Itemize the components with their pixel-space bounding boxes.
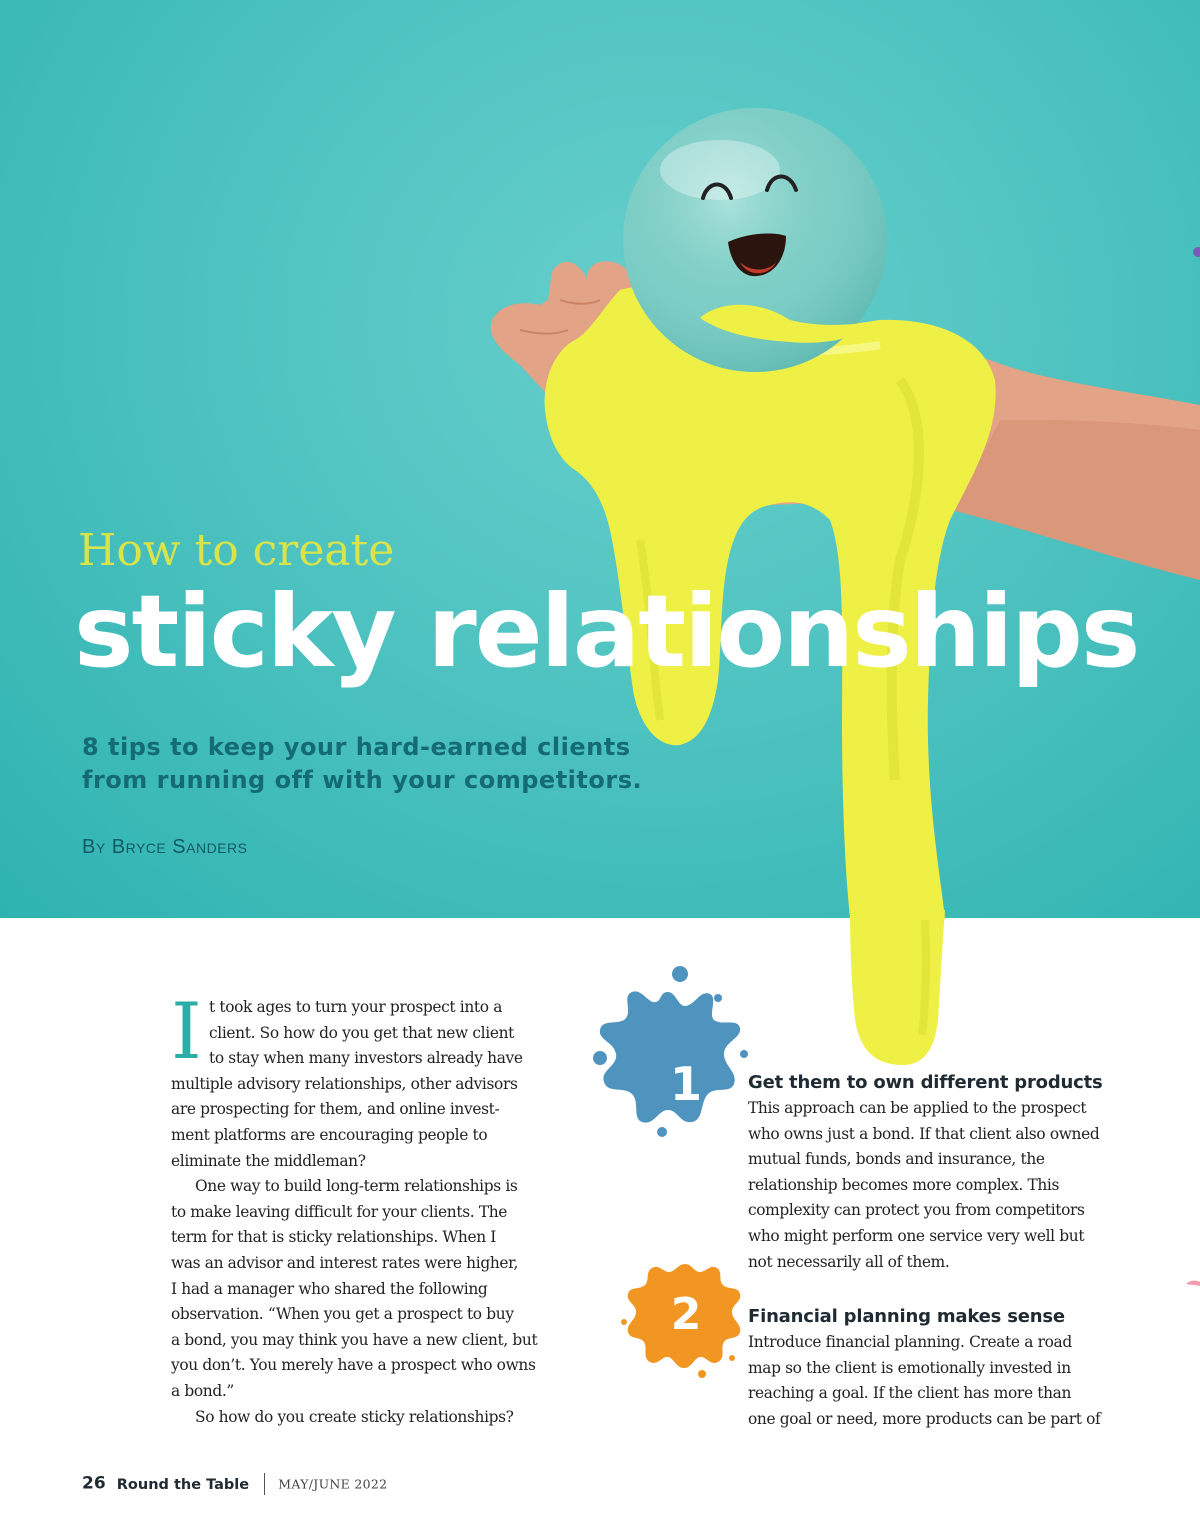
body-line: ment platforms are encouraging people to: [171, 1125, 488, 1144]
tip-2-heading: Financial planning makes sense: [748, 1306, 1065, 1328]
slime-drip: [830, 910, 950, 1070]
body-line: a bond, you may think you have a new client, but: [171, 1330, 538, 1349]
drop-cap: I: [171, 987, 202, 1077]
tip-2-number: 2: [670, 1289, 702, 1340]
tips-column: [748, 1070, 1108, 1433]
issue-date: MAY/JUNE 2022: [278, 1476, 388, 1492]
tip-2-splat-badge: [620, 1258, 750, 1378]
body-line: not necessarily all of them.: [748, 1252, 950, 1271]
page-title: sticky relationships: [74, 573, 1139, 690]
byline: [82, 836, 247, 859]
body-line: So how do you create sticky relationships?: [195, 1407, 514, 1426]
body-line: was an advisor and interest rates were higher,: [171, 1253, 518, 1272]
body-line: who owns just a bond. If that client also owned: [748, 1124, 1100, 1143]
body-line: t took ages to turn your prospect into a: [209, 998, 503, 1016]
page-footer: [82, 1473, 387, 1499]
body-line: relationship becomes more complex. This: [748, 1175, 1060, 1194]
subheadline: 8 tips to keep your hard-earned clients from running off with your competitors.: [82, 733, 643, 794]
body-line: complexity can protect you from competitors: [748, 1201, 1085, 1220]
tip-1-splat-badge: [588, 962, 750, 1142]
magazine-name: Round the Table: [116, 1476, 250, 1493]
footer-divider: [264, 1473, 265, 1495]
byline-author: Bryce Sanders: [111, 836, 248, 858]
body-line: who might perform one service very well but: [748, 1226, 1085, 1245]
body-line: multiple advisory relationships, other advisors: [171, 1074, 518, 1093]
body-line: to make leaving difficult for your clients. The: [171, 1202, 508, 1221]
body-line: to stay when many investors already have: [209, 1049, 523, 1068]
body-line: map so the client is emotionally invested in: [748, 1358, 1071, 1377]
body-line: Introduce financial planning. Create a road: [748, 1333, 1072, 1352]
headline-kicker: How to create: [78, 525, 395, 576]
decorative-mark: [1186, 1278, 1200, 1288]
body-line: I had a manager who shared the following: [171, 1279, 488, 1298]
body-line: client. So how do you get that new client: [209, 1023, 514, 1042]
intro-column: [171, 987, 543, 1430]
byline-by: By: [82, 836, 106, 858]
body-line: One way to build long-term relationships is: [195, 1177, 518, 1196]
body-line: observation. “When you get a prospect to buy: [171, 1305, 514, 1324]
body-line: reaching a goal. If the client has more than: [748, 1384, 1072, 1403]
body-line: term for that is sticky relationships. When I: [171, 1228, 497, 1247]
body-line: eliminate the middleman?: [171, 1151, 366, 1170]
body-line: one goal or need, more products can be part of: [748, 1409, 1101, 1428]
body-line: are prospecting for them, and online invest-: [171, 1100, 500, 1119]
page-number: 26: [82, 1473, 106, 1494]
tip-1-number: 1: [669, 1057, 703, 1111]
body-line: you don’t. You merely have a prospect who owns: [171, 1356, 536, 1375]
tip-1-heading: Get them to own different products: [748, 1072, 1103, 1093]
body-line: mutual funds, bonds and insurance, the: [748, 1150, 1045, 1169]
body-line: This approach can be applied to the prospect: [748, 1099, 1087, 1117]
body-line: a bond.”: [171, 1381, 234, 1400]
